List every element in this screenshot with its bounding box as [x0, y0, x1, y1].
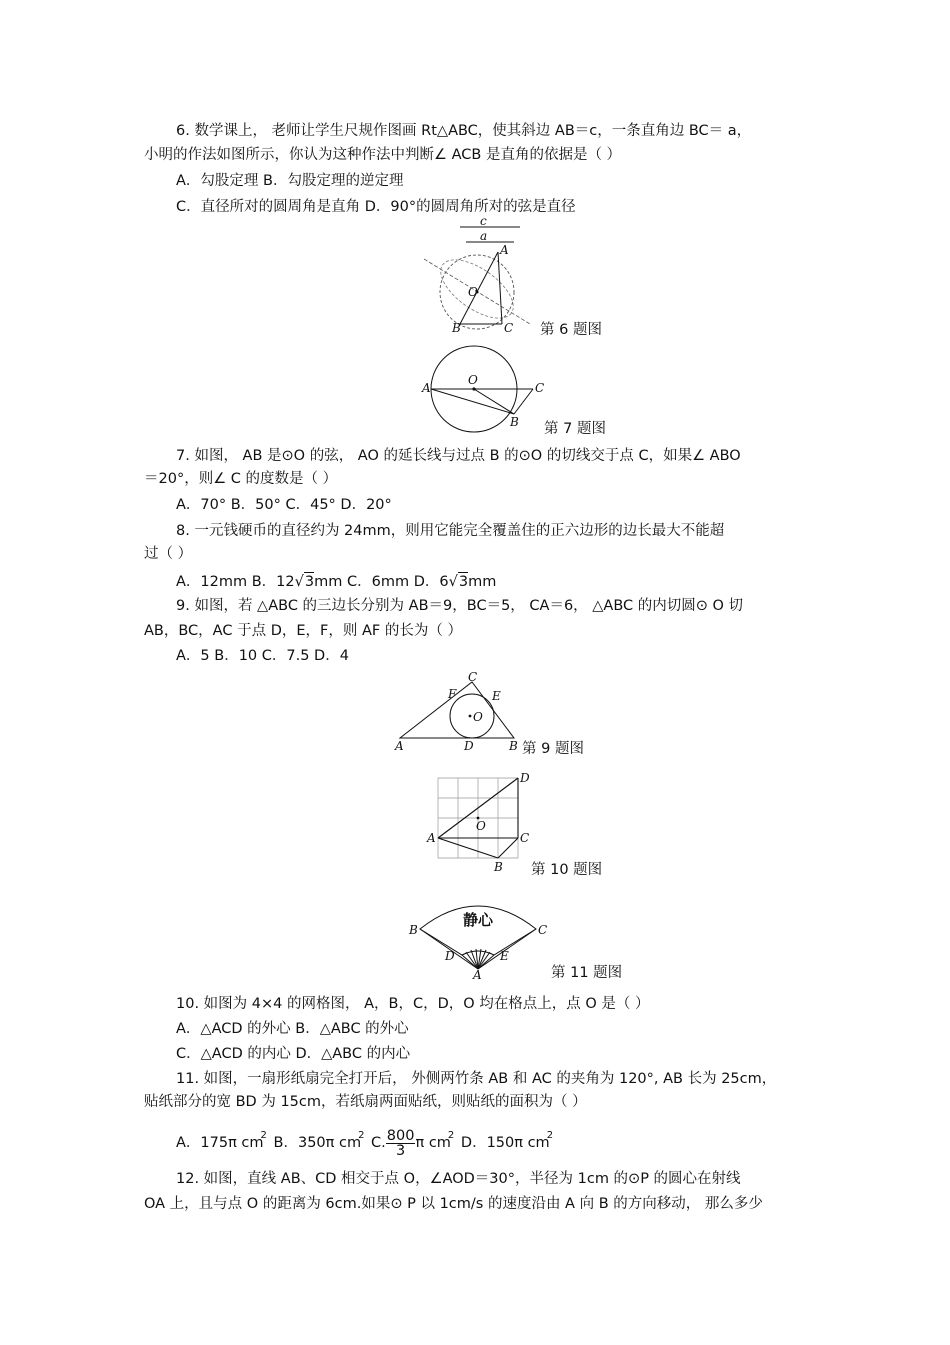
- label-E: E: [500, 949, 509, 963]
- q7-text-line2: ＝20°，则∠ C 的度数是（ ）: [144, 471, 338, 487]
- q9-text-line2: AB，BC，AC 于点 D，E，F，则 AF 的长为（ ）: [144, 623, 462, 639]
- q9-text-line1: 9. 如图，若 △ABC 的三边长分别为 AB＝9，BC＝5， CA＝6， △ABC 的内切圆⊙ O 切: [176, 598, 744, 614]
- q6-options-ab: A．勾股定理 B．勾股定理的逆定理: [176, 173, 404, 189]
- figure-10-caption: 第 10 题图: [531, 862, 603, 878]
- sqrt-sign: √: [448, 574, 458, 590]
- figure-6-caption: 第 6 题图: [540, 322, 602, 338]
- q11-options: [176, 1128, 555, 1160]
- label-C: C: [468, 670, 478, 684]
- figure-7: [420, 344, 550, 436]
- q8-option-b-radicand: 3: [304, 574, 315, 590]
- label-C: C: [504, 321, 514, 335]
- label-c: c: [480, 214, 487, 228]
- figure-7-caption: 第 7 题图: [544, 421, 606, 437]
- q11-text-line2: 贴纸部分的宽 BD 为 15cm，若纸扇两面贴纸，则贴纸的面积为（ ）: [144, 1094, 587, 1110]
- segment-ab: [438, 838, 498, 858]
- label-B: B: [409, 923, 418, 937]
- q10-text-line1: 10. 如图为 4×4 的网格图， A，B，C，D，O 均在格点上，点 O 是（ ）: [176, 996, 650, 1012]
- q7-options: A．70° B．50° C．45° D．20°: [176, 497, 392, 513]
- fraction: [386, 1129, 416, 1158]
- label-B: B: [510, 415, 519, 429]
- center-o: [469, 715, 472, 718]
- q11-option-d: D．150π cm: [456, 1135, 550, 1151]
- q12-text-line2: OA 上，且与点 O 的距离为 6cm.如果⊙ P 以 1cm/s 的速度沿由 A 向 B 的方向移动， 那么多少: [144, 1196, 763, 1212]
- label-D: D: [464, 739, 474, 753]
- q7-text-line1: 7. 如图， AB 是⊙O 的弦， AO 的延长线与过点 B 的⊙O 的切线交于点 C，如果∠ ABO: [176, 448, 741, 464]
- sqrt-sign: √: [294, 574, 304, 590]
- center-o: [472, 387, 475, 390]
- label-A: A: [422, 381, 431, 395]
- figure-11: [402, 893, 552, 982]
- figure-9-caption: 第 9 题图: [522, 741, 584, 757]
- q10-options-cd: C．△ACD 的内心 D．△ABC 的内心: [176, 1046, 411, 1062]
- label-E: E: [492, 689, 501, 703]
- label-D: D: [445, 949, 455, 963]
- q11-option-c: π cm: [415, 1135, 451, 1151]
- label-C: C: [520, 831, 530, 845]
- label-B: B: [494, 860, 503, 874]
- q11-text-line1: 11. 如图，一扇形纸扇完全打开后， 外侧两竹条 AB 和 AC 的夹角为 120°, AB 长为 25cm，: [176, 1071, 777, 1087]
- q11-option-b: B．350π cm: [268, 1135, 362, 1151]
- label-A: A: [473, 968, 482, 982]
- superscript: 2: [358, 1130, 365, 1141]
- figure-9: [392, 670, 522, 754]
- chord-ab: [431, 389, 514, 414]
- q11-option-a: A．175π cm: [176, 1135, 264, 1151]
- q6-options-cd: C．直径所对的圆周角是直角 D．90°的圆周角所对的弦是直径: [176, 199, 576, 215]
- fraction-numerator: 800: [386, 1127, 415, 1144]
- label-B: B: [452, 321, 461, 335]
- fan-ribs: [420, 929, 536, 969]
- label-A: A: [395, 739, 404, 753]
- segment-bc: [498, 838, 518, 858]
- q11-option-c-label: C.: [366, 1135, 386, 1151]
- q8-text-line1: 8. 一元钱硬币的直径约为 24mm，则用它能完全覆盖住的正六边形的边长最大不能超: [176, 523, 725, 539]
- q8-text-line2: 过（ ）: [144, 546, 193, 562]
- label-C: C: [535, 381, 545, 395]
- q10-options-ab: A．△ACD 的外心 B．△ABC 的外心: [176, 1021, 409, 1037]
- q9-options: A．5 B．10 C．7.5 D．4: [176, 648, 349, 664]
- q6-text-line1: 6. 数学课上， 老师让学生尺规作图画 Rt△ABC，使其斜边 AB＝c，一条直角边 BC＝ a，: [176, 123, 752, 139]
- q12-text-line1: 12. 如图，直线 AB、CD 相交于点 O，∠AOD＝30°，半径为 1cm 的⊙P 的圆心在射线: [176, 1171, 741, 1187]
- q8-option-text: mm C．6mm D．6: [314, 574, 449, 590]
- label-O: O: [468, 285, 478, 299]
- label-A: A: [427, 831, 436, 845]
- superscript: 2: [260, 1130, 267, 1141]
- figure-10: [424, 770, 536, 878]
- q8-option-text: mm: [468, 574, 497, 590]
- figure-11-caption: 第 11 题图: [551, 965, 623, 981]
- figure-6: [420, 214, 540, 339]
- label-O: O: [473, 710, 483, 724]
- q8-option-d-radicand: 3: [458, 574, 469, 590]
- superscript: 2: [546, 1130, 554, 1141]
- q8-option-text: A．12mm B．12: [176, 574, 295, 590]
- q8-options: [176, 572, 496, 591]
- incircle-o: [450, 694, 494, 738]
- segment-ab: [460, 252, 498, 324]
- q6-text-line2: 小明的作法如图所示，你认为这种作法中判断∠ ACB 是直角的依据是（ ）: [144, 147, 622, 163]
- label-C: C: [538, 923, 548, 937]
- fan-calligraphy: 静心: [462, 911, 494, 929]
- radius-ob: [474, 389, 514, 414]
- superscript: 2: [447, 1130, 455, 1141]
- label-B: B: [509, 739, 518, 753]
- label-a: a: [480, 229, 488, 243]
- fraction-denominator: 3: [396, 1142, 406, 1159]
- label-F: F: [448, 687, 457, 701]
- label-O: O: [476, 819, 486, 833]
- label-O: O: [468, 373, 478, 387]
- segment-ac: [498, 252, 502, 324]
- label-D: D: [520, 771, 530, 785]
- label-A: A: [500, 243, 509, 257]
